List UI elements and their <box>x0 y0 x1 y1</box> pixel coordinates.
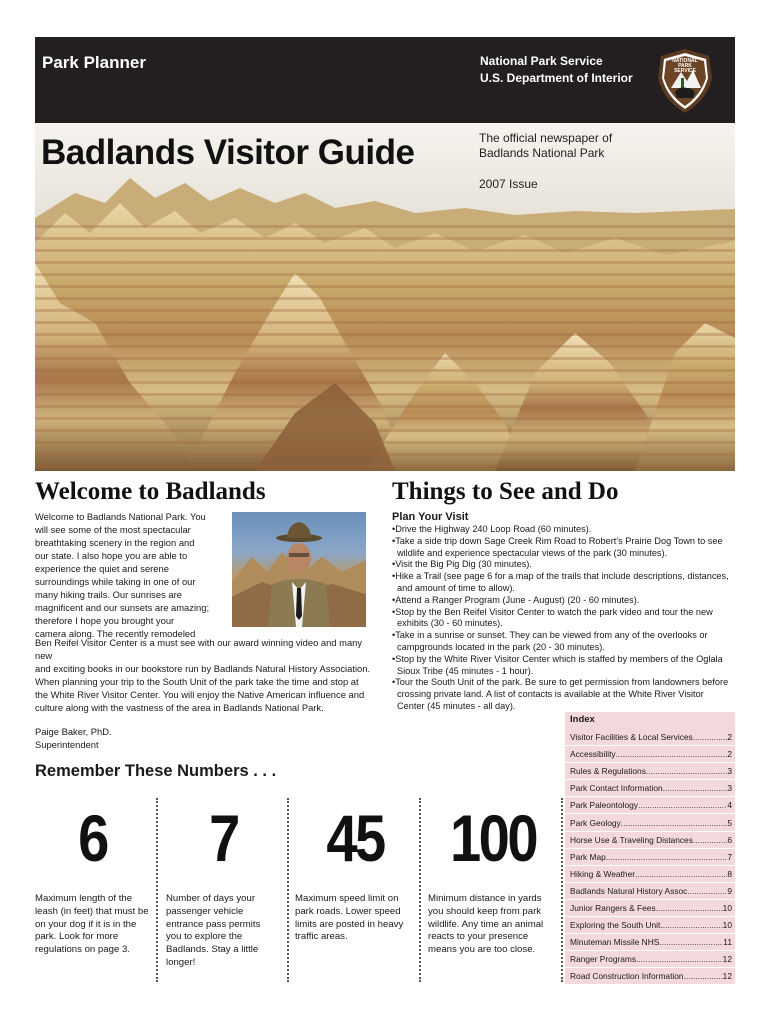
welcome-intro <box>35 510 230 640</box>
logo-text-1: NATIONAL <box>672 58 698 64</box>
index-label: Exploring the South Unit <box>570 920 661 931</box>
list-item: •Hike a Trail (see page 6 for a map of the trails that include descriptions, distances, and amount of time to allow). <box>392 571 729 593</box>
index-label: Hiking & Weather <box>570 868 636 879</box>
index-label: Horse Use & Traveling Distances <box>570 834 693 845</box>
list-item: •Visit the Big Pig Dig (30 minutes). <box>392 559 532 570</box>
number-description: Maximum speed limit on park roads. Lower speed limits are posted in heavy traffic areas. <box>295 893 404 943</box>
department-name: U.S. Department of Interior <box>480 71 633 85</box>
index-page: 4 <box>727 800 732 811</box>
dotted-divider <box>156 798 158 982</box>
index-entry[interactable] <box>565 934 735 951</box>
number-card-leash <box>35 798 150 978</box>
list-item: •Attend a Ranger Program (June - August) (20 - 60 minutes). <box>392 594 640 605</box>
index-label: Accessibility <box>570 749 616 760</box>
index-label: Badlands Natural History Assoc <box>570 885 688 896</box>
index-page: 8 <box>727 868 732 879</box>
welcome-line: experience the quiet and serene <box>35 563 169 574</box>
number-description: Minimum distance in yards you should keep from park wildlife. Any time an animal reacts to your presence means you are too close. <box>428 893 544 956</box>
index-entry[interactable] <box>565 951 735 968</box>
number-description: Number of days your passenger vehicle entrance pass permits you to explore the Badlands. Stay a little longer! <box>166 893 261 968</box>
leader-dots <box>693 732 728 742</box>
index-entry[interactable] <box>565 968 735 985</box>
index-page: 2 <box>727 732 732 743</box>
index-entry[interactable] <box>565 780 735 797</box>
number-description: Maximum length of the leash (in feet) that must be on your dog if it is in the park. Look for more regulations on page 3. <box>35 893 149 956</box>
index-entry[interactable] <box>565 849 735 866</box>
number-card-speed-limit <box>295 798 415 978</box>
leader-dots <box>636 954 723 964</box>
leader-dots <box>638 800 727 810</box>
index-entry[interactable] <box>565 729 735 746</box>
leader-dots <box>693 835 727 845</box>
index-panel <box>565 712 735 984</box>
index-entry[interactable] <box>565 746 735 763</box>
things-heading: Things to See and Do <box>392 478 619 505</box>
number-card-wildlife-distance <box>428 798 558 978</box>
signature-block <box>35 725 112 751</box>
section-label: Park Planner <box>42 53 146 72</box>
agency-name: National Park Service <box>480 54 603 68</box>
leader-dots <box>635 869 727 879</box>
signature-title: Superintendent <box>35 739 99 750</box>
logo-text-2: PARK <box>678 63 692 69</box>
index-page: 5 <box>727 817 732 828</box>
leader-dots <box>656 903 723 913</box>
welcome-line: the White River Visitor Center. You will enjoy the Native American influence and <box>35 689 365 700</box>
index-title: Index <box>570 714 595 725</box>
welcome-continuation <box>35 636 380 675</box>
index-page: 10 <box>722 902 732 913</box>
welcome-line: breathtaking scenery in the region and <box>35 537 195 548</box>
index-label: Minuteman Missile NHS <box>570 937 660 948</box>
list-item: •Stop by the Ben Reifel Visitor Center to watch the park video and tour the new exhibits (30 - 60 minutes). <box>392 606 713 629</box>
index-entry[interactable] <box>565 900 735 917</box>
index-entry[interactable] <box>565 917 735 934</box>
welcome-paragraph-2 <box>35 675 380 714</box>
logo-text-3: SERVICE <box>674 68 696 74</box>
index-label: Rules & Regulations <box>570 766 646 777</box>
leader-dots <box>660 920 722 930</box>
welcome-line: our state. I also hope you are able to <box>35 550 188 561</box>
leader-dots <box>616 749 728 759</box>
welcome-line: culture along with the vastness of the area in Badlands National Park. <box>35 702 324 713</box>
index-label: Ranger Programs <box>570 954 637 965</box>
list-item: •Tour the South Unit of the park. Be sure to get permission from landowners before crossing private land. A list of contacts is available at the White River Visitor Center (45 minutes - all day). <box>392 677 729 711</box>
index-page: 6 <box>727 834 732 845</box>
welcome-line: magnificent and our sunsets are amazing; <box>35 602 210 613</box>
header-bar <box>35 37 735 123</box>
list-item: •Drive the Highway 240 Loop Road (60 minutes). <box>392 524 592 534</box>
badlands-landscape-photo <box>35 123 735 471</box>
plan-visit-heading: Plan Your Visit <box>392 511 469 523</box>
dotted-divider <box>419 798 421 982</box>
index-page: 2 <box>727 749 732 760</box>
index-entry[interactable] <box>565 832 735 849</box>
list-item: •Take in a sunrise or sunset. They can be viewed from any of the overlooks or campgrounds located in the park (20 - 30 minutes). <box>392 630 708 652</box>
index-page: 3 <box>727 783 732 794</box>
welcome-line: When planning your trip to the South Unit of the park take the time and stop at <box>35 676 359 687</box>
index-entry[interactable] <box>565 814 735 831</box>
dotted-divider <box>561 798 563 982</box>
nps-arrowhead-logo <box>657 48 713 114</box>
welcome-line: Welcome to Badlands National Park. You <box>35 511 206 522</box>
welcome-line: surroundings while taking in one of our <box>35 576 196 587</box>
list-item: •Stop by the White River Visitor Center which is staffed by members of the Oglala Sioux Tribe (45 minutes - 1 hour). <box>392 653 723 676</box>
number-value: 6 <box>78 801 107 875</box>
index-label: Park Paleontology <box>570 800 638 811</box>
index-entry[interactable] <box>565 883 735 900</box>
welcome-line: many hiking trails. Our sunrises are <box>35 589 182 600</box>
list-item: •Take a side trip down Sage Creek Rim Road to Robert's Prairie Dog Town to see wildlife and experience spectacular views of the park (30 minutes). <box>392 535 723 558</box>
signature-name: Paige Baker, PhD. <box>35 726 112 737</box>
issue-label: 2007 Issue <box>479 177 538 191</box>
numbers-heading: Remember These Numbers . . . <box>35 762 277 780</box>
number-value: 45 <box>326 801 384 875</box>
leader-dots <box>684 971 723 981</box>
welcome-heading: Welcome to Badlands <box>35 478 266 505</box>
number-card-pass-days <box>166 798 281 978</box>
index-page: 9 <box>727 885 732 896</box>
index-label: Park Map <box>570 851 606 862</box>
index-label: Visitor Facilities & Local Services <box>570 732 693 743</box>
index-entry[interactable] <box>565 866 735 883</box>
guide-subtitle <box>479 131 612 161</box>
index-label: Road Construction Information <box>570 971 684 982</box>
index-list <box>565 729 735 985</box>
leader-dots <box>663 783 728 793</box>
superintendent-photo <box>232 512 366 627</box>
number-value: 7 <box>209 801 238 875</box>
index-page: 3 <box>727 766 732 777</box>
leader-dots <box>621 818 728 828</box>
dotted-divider <box>287 798 289 982</box>
badlands-illustration <box>35 123 735 471</box>
subtitle-line-2: Badlands National Park <box>479 146 605 160</box>
index-entry[interactable] <box>565 797 735 814</box>
leader-dots <box>687 886 727 896</box>
guide-title: Badlands Visitor Guide <box>41 133 415 172</box>
index-page: 10 <box>722 920 732 931</box>
leader-dots <box>606 852 727 862</box>
index-entry[interactable] <box>565 763 735 780</box>
index-label: Park Geology <box>570 817 621 828</box>
plan-visit-list <box>392 524 732 713</box>
index-page: 12 <box>722 971 732 982</box>
welcome-line: camera along. The recently remodeled <box>35 628 196 639</box>
index-label: Park Contact Information <box>570 783 663 794</box>
leader-dots <box>659 937 723 947</box>
index-page: 7 <box>727 851 732 862</box>
welcome-line: therefore I hope you brought your <box>35 615 175 626</box>
agency-block <box>480 53 633 87</box>
leader-dots <box>646 766 727 776</box>
number-value: 100 <box>450 801 536 875</box>
index-page: 11 <box>723 937 732 948</box>
welcome-line: will see some of the most spectacular <box>35 524 191 535</box>
subtitle-line-1: The official newspaper of <box>479 131 613 145</box>
index-page: 12 <box>722 954 732 965</box>
welcome-line: Ben Reifel Visitor Center is a must see with our award winning video and many new <box>35 637 363 661</box>
index-label: Junior Rangers & Fees <box>570 902 656 913</box>
welcome-line: and exciting books in our bookstore run by Badlands Natural History Association. <box>35 663 371 674</box>
